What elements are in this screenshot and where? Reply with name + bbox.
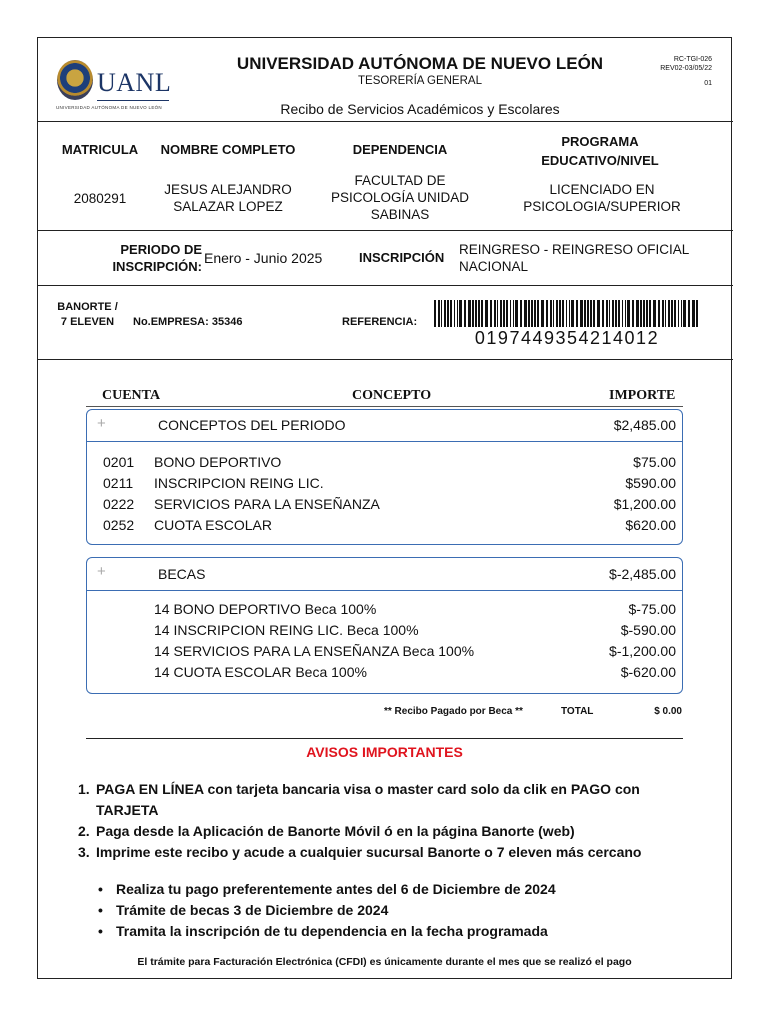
barcode-bar [646, 300, 648, 327]
barcode-bar [434, 300, 436, 327]
barcode-bar [468, 300, 471, 327]
periodo-label: PERIODO DE INSCRIPCIÓN: [112, 242, 202, 274]
student-nombre: JESUS ALEJANDRO SALAZAR LOPEZ [164, 182, 292, 214]
barcode-bar [692, 300, 695, 327]
barcode-bar [615, 300, 617, 327]
group-title: CONCEPTOS DEL PERIODO [158, 417, 346, 433]
col-concepto: CONCEPTO [352, 388, 432, 403]
barcode-bar [571, 300, 574, 327]
barcode-bar [485, 300, 488, 327]
barcode-bar [618, 300, 620, 327]
total-label: TOTAL [561, 706, 594, 717]
barcode-bar [528, 300, 530, 327]
beca-importe: $-590.00 [620, 622, 676, 638]
barcode-bar [457, 300, 458, 327]
header-programa: PROGRAMA EDUCATIVO/NIVEL [541, 134, 659, 168]
barcode-bar [503, 300, 505, 327]
barcode-bar [590, 300, 592, 327]
item-cuenta: 0211 [103, 475, 134, 491]
barcode-bar [537, 300, 539, 327]
barcode-bar [622, 300, 623, 327]
student-programa: LICENCIADO EN PSICOLOGIA/SUPERIOR [523, 182, 681, 214]
item-concepto: CUOTA ESCOLAR [154, 517, 272, 533]
beca-importe: $-620.00 [620, 664, 676, 680]
barcode-bar [569, 300, 570, 327]
divider [37, 230, 733, 231]
barcode-bar [447, 300, 449, 327]
plus-icon[interactable]: + [97, 415, 106, 432]
list-item: 2. Paga desde la Aplicación de Banorte Móvil ó en la página Banorte (web) [78, 823, 575, 839]
barcode-bar [625, 300, 626, 327]
barcode-bar [683, 300, 686, 327]
form-code-block [660, 55, 712, 73]
barcode-bar [438, 300, 440, 327]
list-item-text: PAGA EN LÍNEA con tarjeta bancaria visa o master card solo da clik en PAGO con TARJETA [96, 781, 640, 818]
barcode-bar [587, 300, 589, 327]
barcode-bar [696, 300, 698, 327]
barcode-bar [441, 300, 442, 327]
receipt-title: Recibo de Servicios Académicos y Escolares [280, 101, 560, 117]
list-item: 3. Imprime este recibo y acude a cualquier sucursal Banorte o 7 eleven más cercano [78, 844, 642, 860]
uanl-logo [55, 58, 170, 114]
list-item [98, 879, 718, 900]
barcode-bar [562, 300, 564, 327]
list-item-text: Imprime este recibo y acude a cualquier sucursal Banorte o 7 eleven más cercano [96, 844, 642, 860]
barcode-bar [490, 300, 492, 327]
barcode-bar [444, 300, 446, 327]
group-total: $-2,485.00 [609, 566, 676, 582]
logo-subtext: UNIVERSIDAD AUTÓNOMA DE NUEVO LEÓN [56, 105, 162, 110]
barcode-bar [580, 300, 583, 327]
barcode-bar [668, 300, 670, 327]
header-nombre: NOMBRE COMPLETO [160, 142, 296, 157]
list-item: 1. PAGA EN LÍNEA con tarjeta bancaria visa o master card solo da clik en PAGO con TARJETA [78, 781, 640, 818]
group-divider [87, 441, 682, 442]
column-rule [86, 406, 683, 407]
barcode-bar [497, 300, 498, 327]
list-item-text: Realiza tu pago preferentemente antes del 6 de Diciembre de 2024 [116, 881, 556, 897]
barcode-bar [576, 300, 578, 327]
barcode-bar [494, 300, 496, 327]
total-value: $ 0.00 [654, 706, 682, 717]
item-concepto: BONO DEPORTIVO [154, 454, 282, 470]
barcode-bar [459, 300, 462, 327]
empresa-block [133, 316, 242, 328]
barcode-bar [681, 300, 682, 327]
divider [37, 285, 733, 286]
barcode-bar [609, 300, 610, 327]
avisos-title: AVISOS IMPORTANTES [306, 744, 463, 760]
becas-group [86, 557, 683, 694]
barcode-bar [597, 300, 600, 327]
bullet-icon: • [98, 902, 103, 918]
header-matricula: MATRICULA [61, 142, 139, 157]
barcode-bar [531, 300, 533, 327]
barcode-bar [510, 300, 511, 327]
list-item-text: Tramita la inscripción de tu dependencia en la fecha programada [116, 923, 548, 939]
barcode-bar [478, 300, 480, 327]
avisos-bullet-list [98, 879, 718, 942]
group-divider [87, 590, 682, 591]
barcode-bar [524, 300, 527, 327]
barcode-bar [541, 300, 544, 327]
beca-importe: $-1,200.00 [609, 643, 676, 659]
col-importe: IMPORTE [609, 388, 676, 403]
plus-icon[interactable]: + [97, 563, 106, 580]
item-importe: $590.00 [625, 475, 676, 491]
barcode-bar [640, 300, 642, 327]
barcode-bar [627, 300, 630, 327]
barcode-bar [688, 300, 690, 327]
barcode-bar [450, 300, 452, 327]
student-dependencia: FACULTAD DE PSICOLOGÍA UNIDAD SABINAS [330, 173, 470, 222]
item-cuenta: 0252 [103, 517, 135, 533]
barcode-bar [643, 300, 645, 327]
form-code: RC-TGI-026 [673, 56, 712, 63]
beca-concepto: 14 INSCRIPCION REING LIC. Beca 100% [154, 622, 419, 638]
header-dependencia: DEPENDENCIA [352, 142, 448, 157]
barcode-bar [566, 300, 567, 327]
beca-concepto: 14 BONO DEPORTIVO Beca 100% [154, 601, 377, 617]
department-name: TESORERÍA GENERAL [358, 75, 482, 87]
barcode-bar [671, 300, 673, 327]
barcode-bar [454, 300, 455, 327]
barcode-bar [464, 300, 466, 327]
paid-note: ** Recibo Pagado por Beca ** [384, 706, 523, 717]
barcode-bar [546, 300, 548, 327]
barcode-icon [434, 300, 700, 327]
item-importe: $1,200.00 [613, 496, 676, 512]
empresa-label: No.EMPRESA: [133, 316, 209, 328]
empresa-value: 35346 [211, 316, 243, 328]
barcode-bar [632, 300, 634, 327]
barcode-bar [475, 300, 477, 327]
inscripcion-value: REINGRESO - REINGRESO OFICIAL NACIONAL [459, 242, 689, 274]
barcode-bar [520, 300, 522, 327]
list-item-text: Paga desde la Aplicación de Banorte Móvil ó en la página Banorte (web) [96, 823, 575, 839]
group-title: BECAS [158, 566, 206, 582]
item-importe: $75.00 [633, 454, 676, 470]
group-total: $2,485.00 [613, 417, 676, 433]
barcode-bar [658, 300, 660, 327]
university-name: UNIVERSIDAD AUTÓNOMA DE NUEVO LEÓN [236, 54, 604, 73]
barcode-bar [606, 300, 608, 327]
logo-rule [97, 100, 169, 101]
item-concepto: SERVICIOS PARA LA ENSEÑANZA [154, 496, 380, 512]
divider [37, 359, 733, 360]
list-item-text: Trámite de becas 3 de Diciembre de 2024 [116, 902, 389, 918]
bank-label: BANORTE / 7 ELEVEN [57, 301, 118, 328]
barcode-bar [593, 300, 595, 327]
bullet-icon: • [98, 881, 103, 897]
avisos-numbered-list [78, 779, 698, 863]
barcode-bar [662, 300, 664, 327]
barcode-bar [602, 300, 604, 327]
item-importe: $620.00 [625, 517, 676, 533]
barcode-bar [556, 300, 558, 327]
cfdi-note: El trámite para Facturación Electrónica (CFDI) es únicamente durante el mes que se realizó el pago [137, 956, 632, 968]
barcode-bar [649, 300, 651, 327]
divider [86, 738, 683, 739]
form-revision: REV02-03/05/22 [660, 65, 712, 72]
barcode-bar [500, 300, 502, 327]
referencia-label: REFERENCIA: [342, 316, 418, 328]
barcode-bar [506, 300, 508, 327]
barcode-bar [481, 300, 483, 327]
list-item [98, 921, 718, 942]
barcode-bar [584, 300, 586, 327]
barcode-bar [674, 300, 676, 327]
referencia-number: 0197449354214012 [474, 328, 660, 348]
barcode-bar [612, 300, 614, 327]
barcode-bar [636, 300, 639, 327]
item-cuenta: 0222 [103, 496, 135, 512]
divider [37, 121, 733, 122]
item-concepto: INSCRIPCION REING LIC. [154, 475, 324, 491]
beca-concepto: 14 CUOTA ESCOLAR Beca 100% [154, 664, 367, 680]
barcode-bar [553, 300, 554, 327]
periodo-value: Enero - Junio 2025 [204, 250, 323, 266]
beca-concepto: 14 SERVICIOS PARA LA ENSEÑANZA Beca 100% [154, 643, 475, 659]
inscripcion-label: INSCRIPCIÓN [359, 250, 445, 265]
barcode-bar [534, 300, 536, 327]
barcode-bar [472, 300, 474, 327]
item-cuenta: 0201 [103, 454, 135, 470]
student-matricula: 2080291 [73, 191, 127, 206]
page-number: 01 [704, 80, 712, 87]
col-cuenta: CUENTA [102, 388, 161, 403]
list-item [98, 900, 718, 921]
barcode-bar [678, 300, 679, 327]
bullet-icon: • [98, 923, 103, 939]
barcode-bar [665, 300, 666, 327]
barcode-bar [513, 300, 514, 327]
uanl-seal-icon [57, 60, 93, 100]
barcode-bar [515, 300, 518, 327]
logo-text: UANL [97, 68, 172, 97]
conceptos-periodo-group [86, 409, 683, 545]
beca-importe: $-75.00 [628, 601, 676, 617]
barcode-bar [550, 300, 552, 327]
barcode-bar [653, 300, 656, 327]
barcode-bar [559, 300, 561, 327]
